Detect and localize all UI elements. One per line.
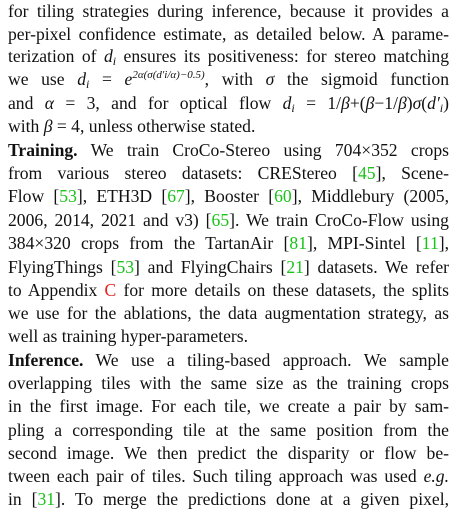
- text-segment: and: [8, 93, 45, 113]
- text-segment: ]. To merge the predictions done at a given pixel,: [55, 489, 449, 509]
- text-segment: for tiling strategies during inference, because it provides a: [8, 1, 449, 21]
- text-line: [8, 45, 449, 67]
- text-segment: +(: [349, 93, 366, 113]
- text-line: [8, 232, 449, 254]
- citation-link[interactable]: 81: [289, 233, 307, 253]
- text-line: [8, 349, 449, 371]
- text-segment: second image. We then predict the disparity or flow be-: [8, 443, 449, 463]
- text-segment: We train CroCo-Stereo using 704×352 crops: [77, 140, 449, 160]
- text-segment: ], Middlebury (2005,: [291, 186, 449, 206]
- text-line: [8, 23, 449, 45]
- text-segment: ],: [438, 233, 450, 253]
- text-segment: d′: [427, 93, 440, 113]
- text-segment: d: [77, 69, 87, 89]
- text-segment: σ: [265, 69, 275, 89]
- citation-link[interactable]: 65: [211, 210, 230, 230]
- text-segment: i: [86, 77, 90, 91]
- text-segment: = 3, and for optical flow: [54, 93, 283, 113]
- text-segment: σ: [412, 93, 422, 113]
- text-segment: pling a corresponding tile at the same position from the: [8, 420, 449, 440]
- text-segment: ] datasets. We refer: [303, 257, 449, 277]
- text-segment: i: [291, 101, 295, 115]
- text-line: [8, 92, 449, 114]
- text-segment: −1/: [374, 93, 398, 113]
- text-segment: β: [43, 116, 53, 136]
- text-segment: e: [124, 69, 133, 89]
- text-segment: i: [112, 54, 117, 68]
- text-segment: Flow [: [8, 186, 60, 206]
- text-line: [8, 465, 449, 487]
- text-segment: for more details on these datasets, the splits: [116, 280, 449, 300]
- citation-link[interactable]: 45: [358, 163, 376, 183]
- text-segment: =: [89, 69, 125, 89]
- text-line: [8, 419, 449, 441]
- citation-link[interactable]: 53: [59, 186, 77, 206]
- text-line: [8, 372, 449, 394]
- text-line: [8, 209, 449, 231]
- paragraph-heading: Training.: [8, 140, 78, 160]
- text-segment: α: [44, 93, 54, 113]
- text-segment: to Appendix: [8, 280, 105, 300]
- text-segment: = 1/: [294, 93, 342, 113]
- citation-link[interactable]: 31: [37, 489, 56, 509]
- citation-link[interactable]: 11: [421, 233, 439, 253]
- text-line: [8, 325, 449, 347]
- text-segment: ], MPI-Sintel [: [306, 233, 422, 253]
- text-segment: β: [341, 93, 350, 113]
- text-segment: ensures its positiveness: for stereo matching: [116, 46, 450, 66]
- text-segment: per-pixel confidence estimate, as detailed below. A parame-: [8, 23, 449, 44]
- citation-link[interactable]: 67: [167, 186, 185, 206]
- text-segment: d: [282, 93, 292, 113]
- text-line: [8, 442, 449, 464]
- text-segment: the sigmoid function: [274, 69, 449, 89]
- text-line: [8, 395, 449, 417]
- text-segment: we use: [8, 69, 78, 89]
- text-segment: FlyingThings [: [8, 257, 117, 277]
- text-line: [8, 302, 449, 324]
- text-line: [8, 139, 449, 161]
- text-segment: (: [421, 93, 428, 113]
- text-segment: β: [365, 93, 375, 113]
- text-segment: We use a tiling-based approach. We sample: [83, 350, 449, 370]
- text-segment: 384×320 crops from the TartanAir [: [8, 233, 290, 253]
- text-segment: well as training hyper-parameters.: [8, 326, 248, 346]
- citation-link[interactable]: 53: [116, 257, 135, 277]
- text-segment: from various stereo datasets: CREStereo [: [8, 163, 358, 183]
- text-segment: with: [8, 116, 44, 136]
- text-segment: 2α(σ(d′i/α)−0.5): [132, 69, 205, 81]
- citation-link[interactable]: 21: [286, 257, 304, 277]
- text-line: [8, 162, 449, 184]
- text-line: [8, 279, 449, 301]
- text-segment: terization of: [8, 46, 104, 66]
- text-segment: = 4, unless otherwise stated.: [52, 116, 256, 136]
- text-segment: overlapping tiles with the same size as the training crops: [8, 373, 449, 393]
- text-segment: i: [439, 101, 444, 115]
- text-segment: ], Booster [: [184, 186, 275, 206]
- citation-link[interactable]: 60: [274, 186, 292, 206]
- text-line: [8, 256, 449, 278]
- text-segment: ): [406, 93, 413, 113]
- text-segment: ], ETH3D [: [76, 186, 168, 206]
- text-segment: , with: [204, 69, 266, 89]
- text-segment: in [: [8, 489, 38, 509]
- text-segment: e.g.: [423, 466, 449, 486]
- citation-link[interactable]: C: [104, 280, 117, 300]
- text-segment: 2006, 2014, 2021 and v3) [: [8, 210, 212, 230]
- text-segment: β: [397, 93, 407, 113]
- text-segment: ], Scene-: [375, 163, 449, 183]
- text-segment: we use for the ablations, the data augmentation strategy, as: [8, 303, 449, 323]
- text-line: [8, 115, 449, 137]
- text-segment: d: [103, 46, 113, 66]
- text-line: [8, 0, 449, 22]
- text-segment: tween each pair of tiles. Such tiling approach was used: [8, 466, 424, 486]
- paragraph-heading: Inference.: [8, 350, 84, 370]
- text-segment: ] and FlyingChairs [: [134, 257, 287, 277]
- text-segment: in the first image. For each tile, we create a pair by sam-: [8, 396, 449, 416]
- text-line: [8, 185, 449, 207]
- text-line: [8, 488, 449, 510]
- text-line: [8, 68, 449, 90]
- text-segment: ]. We train CroCo-Flow using: [229, 210, 449, 230]
- text-segment: ): [443, 93, 449, 113]
